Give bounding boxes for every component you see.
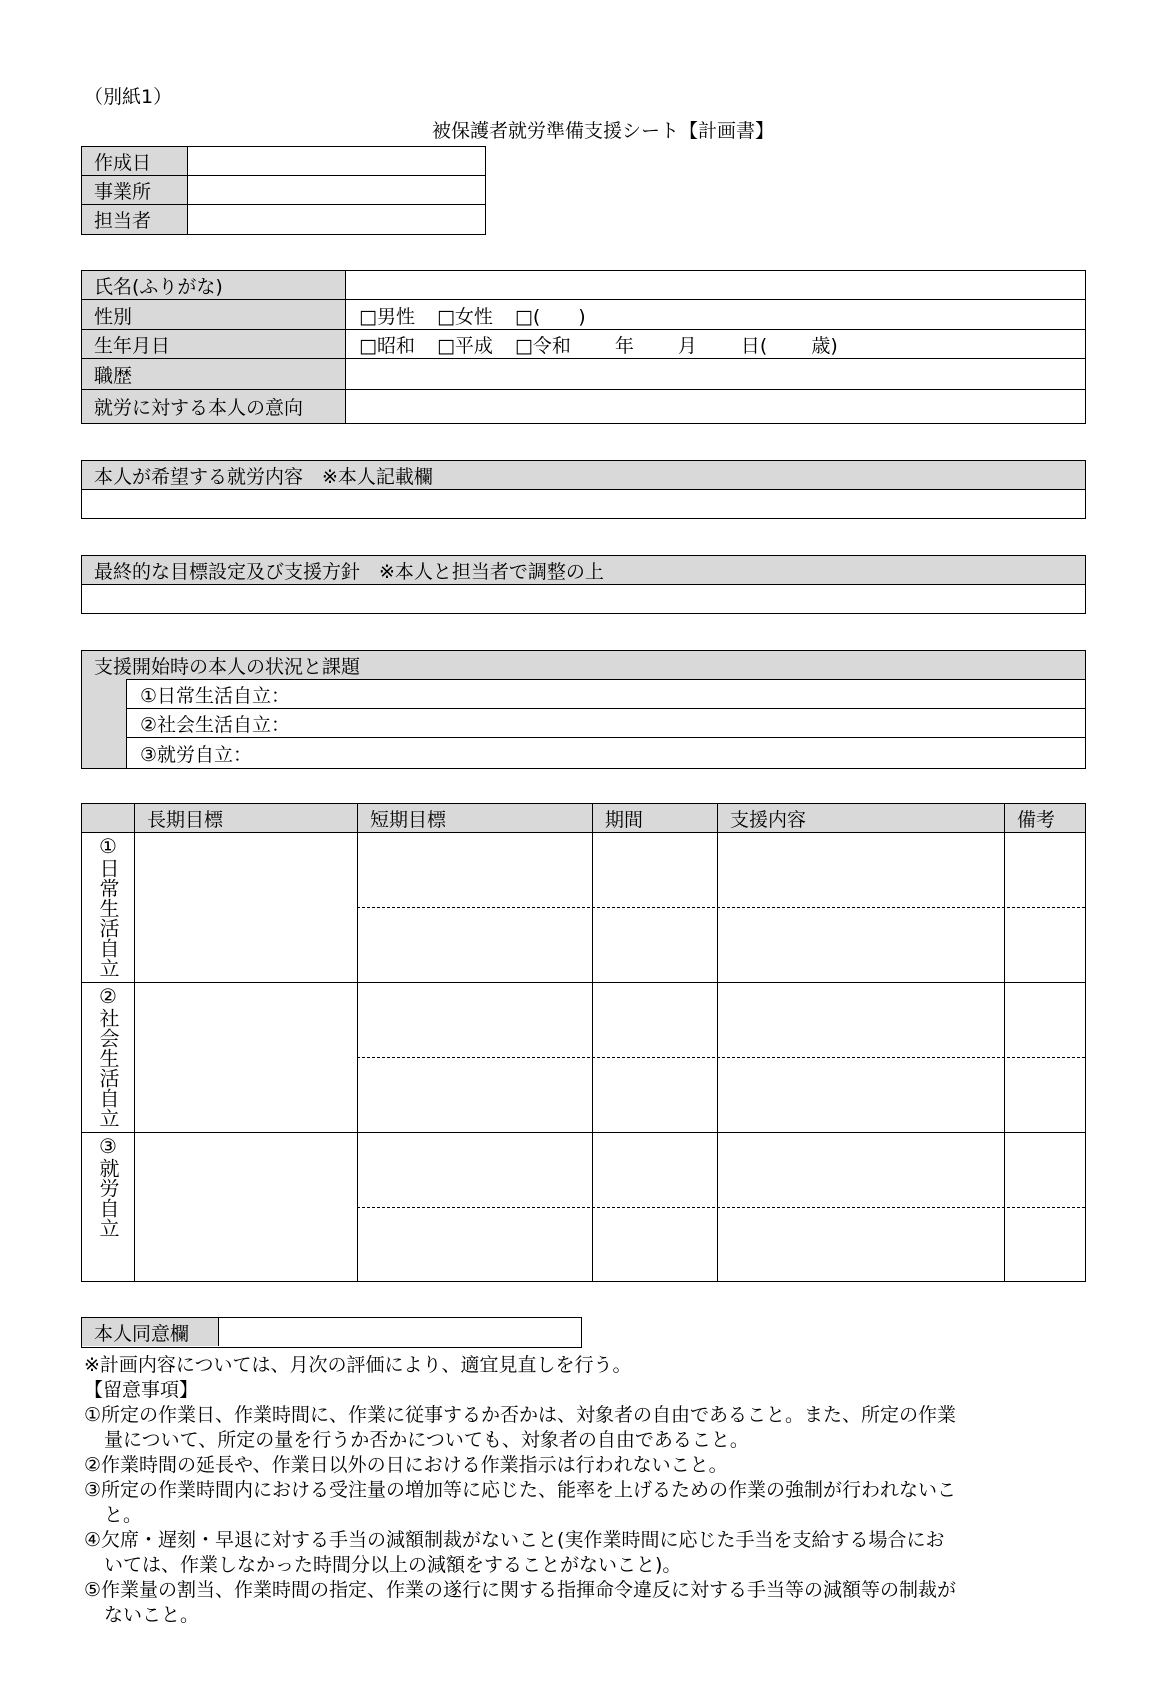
era-showa-checkbox[interactable]: □昭和 bbox=[359, 335, 415, 357]
era-reiwa-checkbox[interactable]: □令和 bbox=[514, 335, 571, 357]
final-goal-header: 最終的な目標設定及び支援方針 ※本人と担当者で調整の上 bbox=[82, 556, 1085, 585]
note-3-cont: と。 bbox=[104, 1504, 143, 1526]
plan-header-period: 期間 bbox=[605, 808, 644, 831]
office-field[interactable] bbox=[189, 176, 485, 205]
note-5: ⑤作業量の割当、作業時間の指定、作業の遂行に関する指揮命令違反に対する手当等の減額等の制裁が bbox=[84, 1579, 957, 1601]
created-date-field[interactable] bbox=[189, 147, 485, 176]
initial-status-section bbox=[81, 650, 1086, 769]
intention-field[interactable] bbox=[347, 390, 1085, 423]
birthdate-options bbox=[347, 330, 1085, 359]
plan-header-blank bbox=[82, 804, 134, 832]
career-label: 職歴 bbox=[82, 359, 346, 390]
gender-other-checkbox[interactable]: □( ) bbox=[514, 305, 586, 328]
review-note: ※計画内容については、月次の評価により、適宜見直しを行う。 bbox=[84, 1354, 632, 1376]
era-heisei-checkbox[interactable]: □平成 bbox=[436, 335, 493, 357]
plan-header-short-term: 短期目標 bbox=[370, 808, 447, 831]
plan-row-social-life: ②社会生活自立 bbox=[96, 984, 120, 1128]
gender-male-checkbox[interactable]: □男性 bbox=[359, 305, 415, 328]
plan-header-remarks: 備考 bbox=[1017, 808, 1056, 831]
initial-status-header: 支援開始時の本人の状況と課題 bbox=[94, 656, 361, 678]
desired-work-field[interactable] bbox=[82, 491, 1085, 518]
consent-field[interactable] bbox=[220, 1318, 581, 1346]
page-title: 被保護者就労準備支援シート【計画書】 bbox=[431, 120, 774, 142]
consent-table bbox=[81, 1317, 582, 1348]
name-label: 氏名(ふりがな) bbox=[82, 271, 346, 300]
consent-label: 本人同意欄 bbox=[82, 1318, 218, 1346]
name-field[interactable] bbox=[347, 271, 1085, 300]
desired-work-section bbox=[81, 460, 1086, 519]
day-unit: 日( bbox=[740, 335, 768, 357]
note-4: ④欠席・遅刻・早退に対する手当の減額制裁がないこと(実作業時間に応じた手当を支給する場合にお bbox=[84, 1529, 945, 1551]
intention-label: 就労に対する本人の意向 bbox=[82, 390, 346, 423]
note-3: ③所定の作業時間内における受注量の増加等に応じた、能率を上げるための作業の強制が行われないこ bbox=[84, 1479, 957, 1501]
status-employment[interactable]: ③就労自立： bbox=[140, 743, 253, 766]
month-unit: 月 bbox=[677, 335, 697, 357]
plan-header-long-term: 長期目標 bbox=[147, 808, 224, 831]
age-unit: 歳) bbox=[811, 335, 838, 357]
gender-label: 性別 bbox=[82, 300, 346, 330]
desired-work-header: 本人が希望する就労内容 ※本人記載欄 bbox=[82, 461, 1085, 490]
birthdate-label: 生年月日 bbox=[82, 330, 346, 359]
plan-row-daily-life: ①日常生活自立 bbox=[96, 834, 120, 978]
office-label: 事業所 bbox=[82, 176, 188, 205]
note-2: ②作業時間の延長や、作業日以外の日における作業指示は行われないこと。 bbox=[84, 1454, 728, 1476]
gender-options bbox=[347, 300, 1085, 330]
attachment-label: （別紙1） bbox=[84, 86, 173, 108]
note-4-cont: いては、作業しなかった時間分以上の減額をすることがないこと)。 bbox=[104, 1554, 682, 1576]
status-daily-life[interactable]: ①日常生活自立： bbox=[140, 685, 291, 707]
notes-heading: 【留意事項】 bbox=[84, 1379, 199, 1401]
plan-header-support: 支援内容 bbox=[730, 808, 807, 831]
note-1-cont: 量について、所定の量を行うか否かについても、対象者の自由であること。 bbox=[104, 1429, 749, 1451]
gender-female-checkbox[interactable]: □女性 bbox=[436, 305, 493, 328]
status-social-life[interactable]: ②社会生活自立： bbox=[140, 714, 291, 736]
header-table bbox=[81, 146, 486, 235]
profile-table bbox=[81, 270, 1086, 424]
plan-row-employment: ③就労自立 bbox=[96, 1134, 120, 1238]
note-1: ①所定の作業日、作業時間に、作業に従事するか否かは、対象者の自由であること。また、所定の作業 bbox=[84, 1404, 957, 1426]
staff-field[interactable] bbox=[189, 205, 485, 234]
created-date-label: 作成日 bbox=[82, 147, 188, 176]
plan-table bbox=[81, 803, 1086, 1282]
final-goal-field[interactable] bbox=[82, 586, 1085, 613]
note-5-cont: ないこと。 bbox=[104, 1604, 200, 1626]
year-unit: 年 bbox=[614, 335, 634, 357]
final-goal-section bbox=[81, 555, 1086, 614]
staff-label: 担当者 bbox=[82, 205, 188, 234]
career-field[interactable] bbox=[347, 359, 1085, 390]
